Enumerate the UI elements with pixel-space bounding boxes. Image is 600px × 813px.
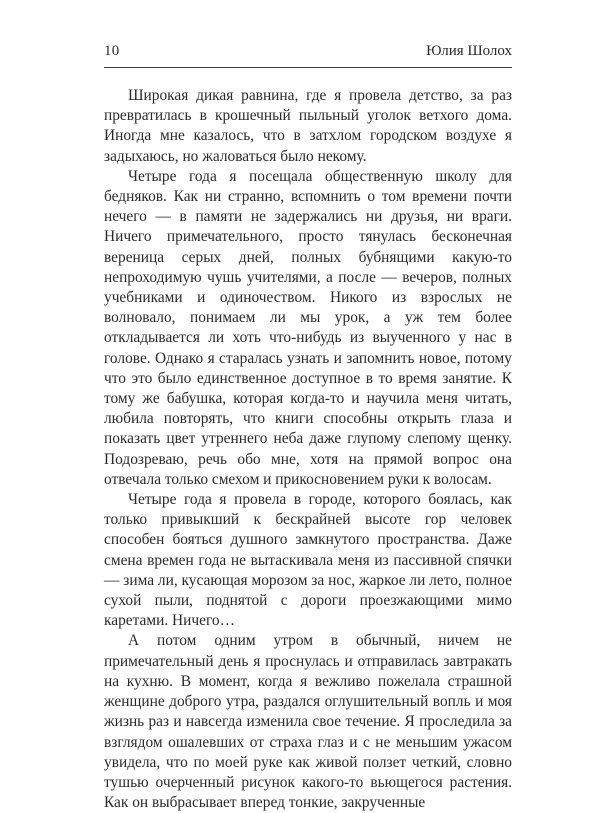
author-name: Юлия Шолох — [426, 43, 512, 59]
page-body — [104, 86, 512, 813]
running-header — [104, 42, 512, 68]
paragraph: Четыре года я посещала общественную школу для бедняков. Как ни странно, вспомнить о том времени почти нечего — в памяти не задержались ни друзья, ни враги. Ничего примечательного, просто тянулась бесконечная вереница серых дней, полных бубнящими какую-то непроходимую чушь учителями, а после — вечеров, полных учебниками и одиночеством. Никого из взрослых не волновало, понимаем ли мы урок, а уж тем более откладывается ли хоть что-нибудь из выученного у нас в голове. Однако я старалась узнать и запомнить новое, потому что это было единственное доступное в то время занятие. К тому же бабушка, которая когда-то и научила меня читать, любила повторять, что книги способны открыть глаза и показать цвет утреннего неба даже глупому слепому щенку. Подозреваю, речь обо мне, хотя на прямой вопрос она отвечала только смехом и прикосновением руки к волосам. — [104, 167, 512, 488]
paragraph: Широкая дикая равнина, где я провела детство, за раз превратилась в крошечный пыльный уголок ветхого дома. Иногда мне казалось, что в затхлом городском воздухе я задыхаюсь, но жаловаться было некому. — [104, 87, 512, 165]
paragraph: Четыре года я провела в городе, которого боялась, как только привыкший к бескрайней высоте гор человек способен бояться душного замкнутого пространства. Даже смена времен года не вытаскивала меня из пассивной спячки — зима ли, кусающая морозом за нос, жаркое ли лето, полное сухой пыли, поднятой с дороги проезжающими мимо каретами. Ничего… — [104, 491, 512, 630]
page-number: 10 — [104, 43, 120, 59]
paragraph: А потом одним утром в обычный, ничем не примечательный день я проснулась и отправилась завтракать на кухню. В момент, когда я вежливо пожелала страшной женщине доброго утра, раздался оглушительный вопль и моя жизнь раз и навсегда изменила свое течение. Я проследила за взглядом ошалевших от страха глаз и с не меньшим ужасом увидела, что по моей руке как живой ползет четкий, словно тушью очерченный рисунок какого-то вьющегося растения. Как он выбрасывает вперед тонкие, закрученные — [104, 632, 512, 812]
